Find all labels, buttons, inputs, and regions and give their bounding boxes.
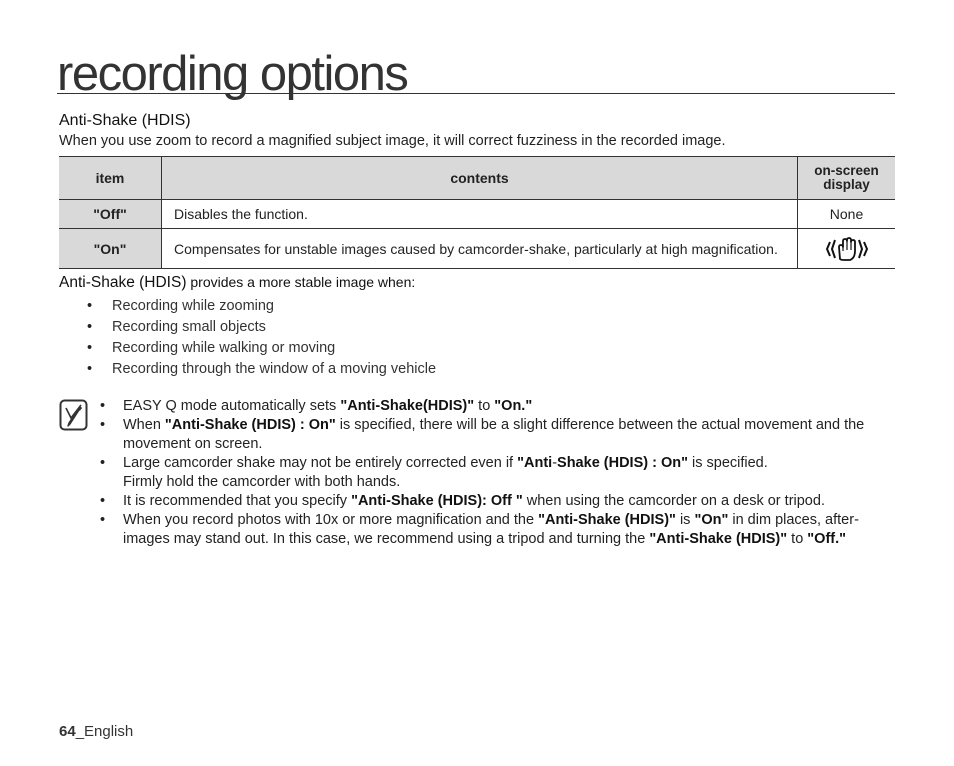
note-item	[100, 511, 905, 549]
header-display-line1: on-screen	[814, 163, 879, 178]
stable-heading-rest: provides a more stable image when:	[186, 274, 416, 290]
list-item: • Recording through the window of a moving vehicle	[87, 359, 436, 380]
footer-language: _English	[75, 723, 134, 740]
note-text: is specified.	[687, 455, 768, 471]
note-text: -	[552, 455, 558, 471]
note-text: is	[675, 512, 695, 528]
note-item	[100, 416, 905, 454]
title-rule	[57, 93, 895, 94]
section-title: Anti-Shake (HDIS)	[59, 112, 191, 129]
stable-heading-main: Anti-Shake (HDIS)	[59, 274, 187, 291]
note-bold: "On"	[694, 512, 729, 528]
page-title: recording options	[57, 47, 408, 101]
note-text: It is recommended that you specify	[123, 493, 352, 509]
list-item: • Recording while zooming	[87, 296, 436, 317]
row-item: "Off"	[59, 200, 162, 229]
header-item: item	[59, 157, 162, 200]
note-text: is specified, there will be a slight difference between the actual movement and the movement on screen.	[123, 417, 865, 452]
hdis-shake-hand-icon	[826, 236, 868, 262]
header-contents: contents	[162, 157, 798, 200]
note-text: EASY Q mode automatically sets	[123, 398, 341, 414]
note-text: When	[123, 417, 165, 433]
row-display	[798, 229, 896, 269]
table-header-row	[59, 157, 895, 200]
row-display: None	[798, 200, 896, 229]
settings-table	[59, 156, 895, 269]
note-bold: "Anti-Shake (HDIS)"	[649, 531, 788, 547]
note-text: Firmly hold the camcorder with both hands.	[123, 474, 401, 490]
stable-image-heading	[59, 274, 415, 292]
note-bold: Shake (HDIS) : On"	[557, 455, 688, 471]
note-bold: "Anti-Shake (HDIS) : On"	[164, 417, 336, 433]
note-text: in dim places, after-images may stand out. In this case, we recommend using a tripod and turning the	[123, 512, 859, 547]
note-bold: "On."	[494, 398, 533, 414]
note-text: when using the camcorder on a desk or tripod.	[522, 493, 825, 509]
note-text: to	[474, 398, 495, 414]
table-row	[59, 200, 895, 229]
note-bold: "Anti-Shake(HDIS)"	[340, 398, 475, 414]
row-contents: Compensates for unstable images caused by camcorder-shake, particularly at high magnification.	[162, 229, 798, 269]
note-bold: "Anti-Shake (HDIS)"	[538, 512, 676, 528]
header-display	[798, 157, 896, 200]
note-bold: "Anti-Shake (HDIS): Off "	[351, 493, 523, 509]
note-text: Large camcorder shake may not be entirely corrected even if	[123, 455, 518, 471]
note-text: When you record photos with 10x or more magnification and the	[123, 512, 539, 528]
note-text: to	[787, 531, 808, 547]
note-item	[100, 454, 905, 492]
note-bold: "Anti	[517, 455, 553, 471]
list-item: • Recording small objects	[87, 317, 436, 338]
row-contents: Disables the function.	[162, 200, 798, 229]
notes-list	[100, 397, 905, 549]
page-footer	[59, 723, 133, 740]
stable-conditions-list	[87, 296, 436, 380]
section-description: When you use zoom to record a magnified subject image, it will correct fuzziness in the recorded image.	[59, 133, 726, 149]
row-item: "On"	[59, 229, 162, 269]
header-display-line2: display	[823, 177, 870, 192]
table-row	[59, 229, 895, 269]
list-item: • Recording while walking or moving	[87, 338, 436, 359]
note-item	[100, 492, 905, 511]
note-bold: "Off."	[807, 531, 847, 547]
note-pencil-icon	[59, 399, 88, 431]
page-number: 64	[59, 723, 76, 740]
note-item	[100, 397, 905, 416]
